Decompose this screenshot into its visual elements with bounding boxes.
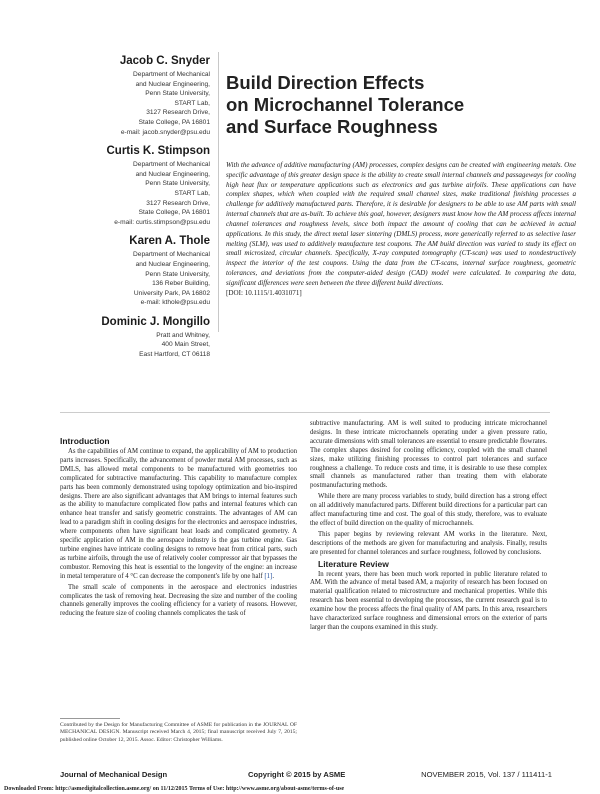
paragraph xyxy=(60,448,297,582)
affiliation-line: Department of Mechanical xyxy=(133,251,210,259)
body-column-right xyxy=(310,420,547,635)
author-email: e-mail: curtis.stimpson@psu.edu xyxy=(114,218,210,226)
author-name: Curtis K. Stimpson xyxy=(106,145,210,158)
paper-title xyxy=(226,72,576,138)
title-line: on Microchannel Tolerance xyxy=(226,94,465,115)
abstract-text: With the advance of additive manufacturing (AM) processes, complex designs can be created with engineering metals. One specific advantage of this greater design space is the ability to create small internal channels and passageways for cooling high heat flux or temperature applications such as electronics and gas turbine airfoils. These applications can have complex shapes, which when coupled with the required small channel sizes, make traditional finishing processes a challenge for additively manufactured parts. Therefore, it is desirable for designers to be able to use AM parts with small internal channels that are as-built. To achieve this goal, however, designers must know how the AM process affects internal channel tolerances and roughness levels, since both impact the amount of cooling that can be achieved in actual applications. In this study, the direct metal laser sintering (DMLS) process, more generically referred to as selective laser melting (SLM), was used to additively manufacture test coupons. The AM build direction was varied to study its effect on small microsized, circular channels. Specifically, X-ray computed tomography (CT-scan) was used to nondestructively inspect the interior of the test coupons. Using the data from the CT-scans, internal surface roughness, geometric tolerances, and deviations from the computer-aided design (CAD) model were calculated. In comparing the data, significant differences were seen between the three different build directions. xyxy=(226,161,576,287)
title-line: and Surface Roughness xyxy=(226,116,438,137)
paragraph: subtractive manufacturing. AM is well suited to producing intricate microchannel designs. In these intricate microchannels operating under a given pressure ratio, accurate dimensions with small tolerances are essential to ensure predictable flowrates. The complex shapes desired for cooling efficiency, coupled with the small channel sizes, make utilizing finishing processes to control part tolerances and surface roughness a challenge. To reduce costs and time, it is desirable to use these complex small channels as manufactured rather than treating them with elaborate postmanufacturing methods. xyxy=(310,420,547,490)
paragraph: In recent years, there has been much work reported in public literature related to AM. With the advance of metal based AM, a majority of research has been focused on material qualification related to microstructure and mechanical properties. While this research has been essential to developing the processes, the current research goal is to examine how the process affects the final quality of AM parts. In this area, researchers have characterized surface roughness and dimensional errors on the exterior of parts larger than the coupons examined in this study. xyxy=(310,570,547,631)
affiliation-line: Pratt and Whitney, xyxy=(156,331,210,339)
journal-name: Journal of Mechanical Design xyxy=(60,770,168,779)
affiliation-line: 3127 Research Drive, xyxy=(146,199,210,207)
column-divider xyxy=(218,52,219,332)
affiliation-line: East Hartford, CT 06118 xyxy=(139,351,210,359)
author-block xyxy=(60,316,210,360)
affiliation-line: and Nuclear Engineering, xyxy=(135,260,210,268)
literature-review-heading: Literature Review xyxy=(318,558,389,569)
paragraph-text: As the capabilities of AM continue to expand, the applicability of AM to production parts increases. Specifically, the advancement of powder metal AM processes, such as DMLS, has allowed metal components to be manufactured with geometries too complicated for subtractive manufacturing. This capability to manufacture complex parts has been commonly demonstrated using topology optimization and bio-inspired designs. There are also significant advantages that AM brings to internal features such as the ability to manufacture complicated flow paths and internal features which can enhance heat transfer and satisfy geometric constraints. The advantages of AM can lead to a paradigm shift in cooling designs for the electronics and aerospace industries, where components often have significant heat loads and complicated geometry. A specific application of AM in the aerospace industry is the gas turbine engine. Gas turbine engines have intricate cooling designs to remove heat from critical parts, such as turbine airfoils, through the use of relatively cooler compressor air that bypasses the combustor. Removing this heat is essential to the longevity of the engine: an increase in metal temperature of 4 °C can decrease the component's life by one half xyxy=(60,448,297,580)
author-block xyxy=(60,145,210,227)
affiliation-line: and Nuclear Engineering, xyxy=(135,170,210,178)
affiliation-line: START Lab, xyxy=(174,189,210,197)
issue-info: NOVEMBER 2015, Vol. 137 / 111411-1 xyxy=(421,770,552,779)
affiliation-line: Penn State University, xyxy=(145,270,210,278)
paragraph: This paper begins by reviewing relevant AM works in the literature. Next, descriptions of the methods are given for manufacturing and analysis. Finally, results are presented for channel tolerances and surface roughness, followed by conclusions. xyxy=(310,530,547,556)
affiliation-line: University Park, PA 16802 xyxy=(133,289,210,297)
abstract xyxy=(226,161,576,298)
affiliation-line: State College, PA 16801 xyxy=(138,118,210,126)
footnote: Contributed by the Design for Manufacturing Committee of ASME for publication in the JOURNAL OF MECHANICAL DESIGN. Manuscript received March 4, 2015; final manuscript received July 7, 2015; published online October 12, 2015. Assoc. Editor: Christopher Williams. xyxy=(60,722,297,743)
footnote-rule xyxy=(60,718,120,719)
affiliation-line: 3127 Research Drive, xyxy=(146,109,210,117)
author-name: Jacob C. Snyder xyxy=(119,55,210,67)
author-block xyxy=(60,235,210,308)
author-email: e-mail: kthole@psu.edu xyxy=(140,299,210,307)
author-email: e-mail: jacob.snyder@psu.edu xyxy=(120,128,210,136)
introduction-heading: Introduction xyxy=(60,436,110,446)
affiliation-line: Penn State University, xyxy=(145,90,210,98)
copyright: Copyright © 2015 by ASME xyxy=(248,770,346,779)
author-name: Dominic J. Mongillo xyxy=(101,315,210,328)
paragraph-text: . xyxy=(272,572,275,580)
download-notice: Downloaded From: http://asmedigitalcollection.asme.org/ on 11/12/2015 Terms of Use: http://www.asme.org/about-asme/terms-of-use xyxy=(4,786,345,792)
affiliation-line: State College, PA 16801 xyxy=(138,209,210,217)
citation-link[interactable]: [1] xyxy=(264,572,273,580)
doi: [DOI: 10.1115/1.4031071] xyxy=(226,288,302,297)
affiliation-line: 400 Main Street, xyxy=(161,341,210,349)
author-list xyxy=(60,55,210,368)
section-divider xyxy=(60,412,550,413)
affiliation-line: START Lab, xyxy=(174,99,210,107)
body-column-left xyxy=(60,448,297,621)
title-line: Build Direction Effects xyxy=(226,72,425,93)
affiliation-line: Department of Mechanical xyxy=(133,161,210,169)
affiliation-line: Department of Mechanical xyxy=(133,71,210,78)
affiliation-line: Penn State University, xyxy=(145,180,210,188)
affiliation-line: and Nuclear Engineering, xyxy=(135,80,210,88)
author-name: Karen A. Thole xyxy=(129,235,210,248)
author-block xyxy=(60,55,210,137)
affiliation-line: 136 Reber Building, xyxy=(152,280,210,288)
paragraph: While there are many process variables to study, build direction has a strong effect on all additively manufactured parts. Different build directions for a particular part can affect manufacturing time and cost. The goal of this study, therefore, was to evaluate the effect of build direction on the quality of microchannels. xyxy=(310,493,547,527)
paragraph: The small scale of components in the aerospace and electronics industries complicates the task of removing heat. Decreasing the size and number of the cooling channels generally improves the cooling efficiency for a variety of reasons. However, reducing the feature size of cooling channels complicates the task of xyxy=(60,583,297,618)
